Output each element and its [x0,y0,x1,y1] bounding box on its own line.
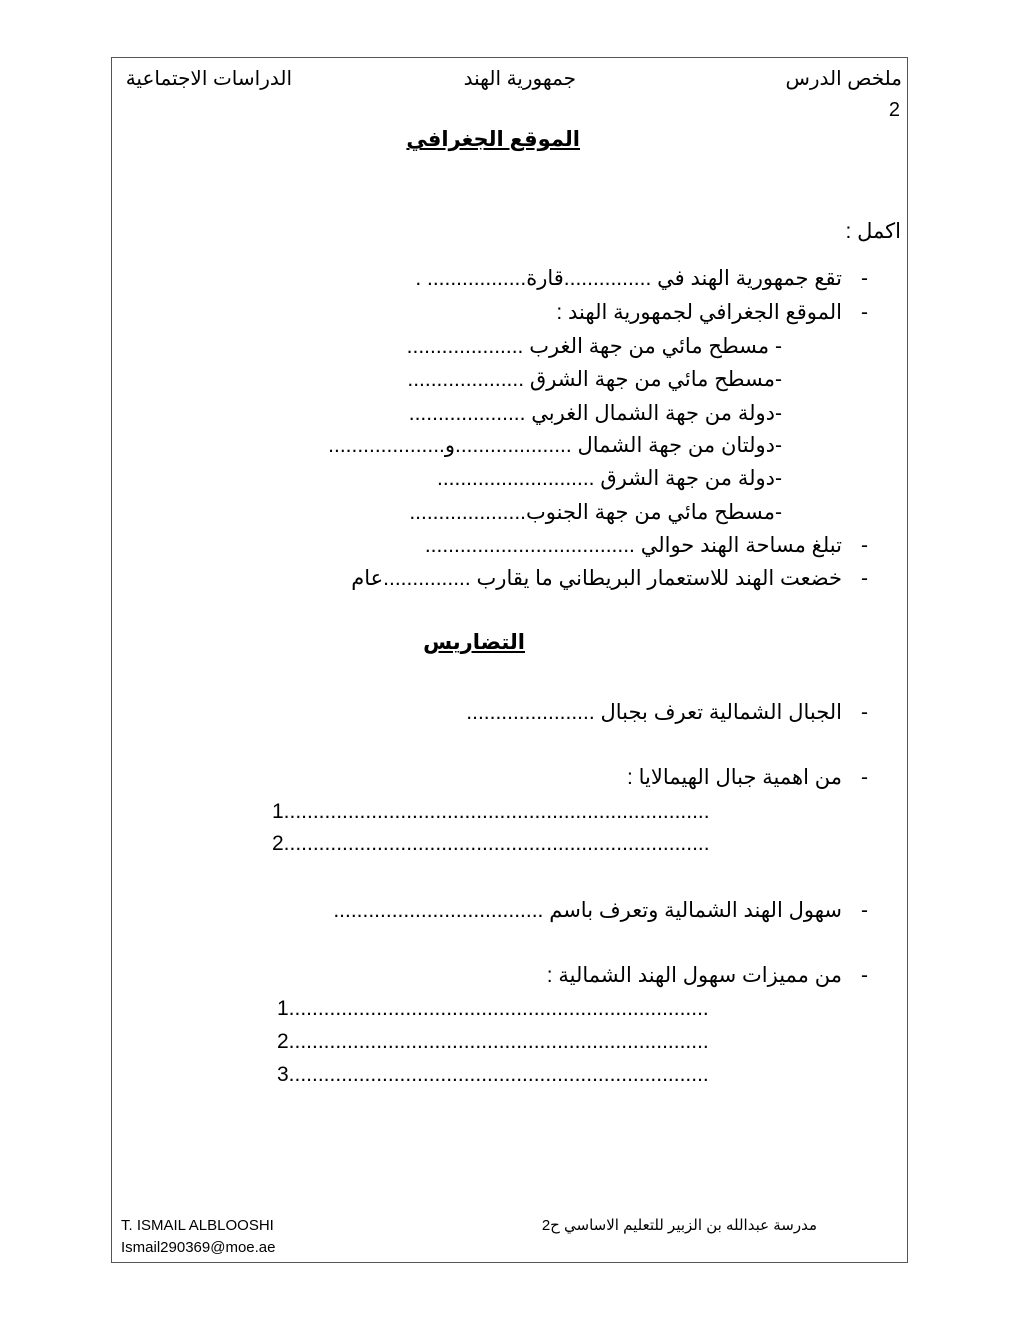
answer-line: 2......................................................................... [272,832,710,855]
header-subject: الدراسات الاجتماعية [125,68,292,90]
sub-question-north-countries: -دولتان من جهة الشمال ....................و.................... [328,434,782,457]
bullet: - [861,766,868,789]
answer-line: 2........................................................................ [277,1030,709,1053]
question-area: تبلغ مساحة الهند حوالي .................................... [424,534,842,557]
question-continent: تقع جمهورية الهند في ...............قارة................. . [415,267,842,290]
question-northern-plains: سهول الهند الشمالية وتعرف باسم .................................... [333,899,842,922]
sub-question-east-water: -مسطح مائي من جهة الشرق .................... [407,368,782,391]
answer-line: 1......................................................................... [272,800,710,823]
bullet: - [861,701,868,724]
header-summary: ملخص الدرس [785,68,902,90]
bullet: - [861,899,868,922]
header-lesson-number: 2 [888,99,900,121]
question-himalaya-importance: من اهمية جبال الهيمالايا : [626,766,842,789]
answer-line: 3........................................................................ [277,1063,709,1086]
instruction-complete: اكمل : [845,220,901,243]
question-plains-features: من مميزات سهول الهند الشمالية : [546,964,842,987]
header-topic: جمهورية الهند [463,68,576,90]
sub-question-south-water: -مسطح مائي من جهة الجنوب.................... [409,501,782,524]
section-title-location: الموقع الجغرافي [406,128,580,151]
sub-question-west-water: - مسطح مائي من جهة الغرب .................... [406,335,782,358]
bullet: - [861,964,868,987]
bullet: - [861,301,868,324]
question-location: الموقع الجغرافي لجمهورية الهند : [556,301,842,324]
bullet: - [861,267,868,290]
footer-school-name: مدرسة عبدالله بن الزبير للتعليم الاساسي ح2 [541,1217,817,1234]
footer-teacher-name: T. ISMAIL ALBLOOSHI [121,1217,274,1234]
question-northern-mountains: الجبال الشمالية تعرف بجبال ...................... [466,701,842,724]
bullet: - [861,567,868,590]
sub-question-east-country: -دولة من جهة الشرق ........................... [436,467,782,490]
answer-line: 1........................................................................ [277,997,709,1020]
bullet: - [861,534,868,557]
section-title-terrain: التضاريس [423,631,525,654]
sub-question-northwest-country: -دولة من جهة الشمال الغربي .................... [408,402,782,425]
question-colonization: خضعت الهند للاستعمار البريطاني ما يقارب ...............عام [351,567,842,590]
footer-teacher-email: Ismail290369@moe.ae [121,1239,276,1256]
